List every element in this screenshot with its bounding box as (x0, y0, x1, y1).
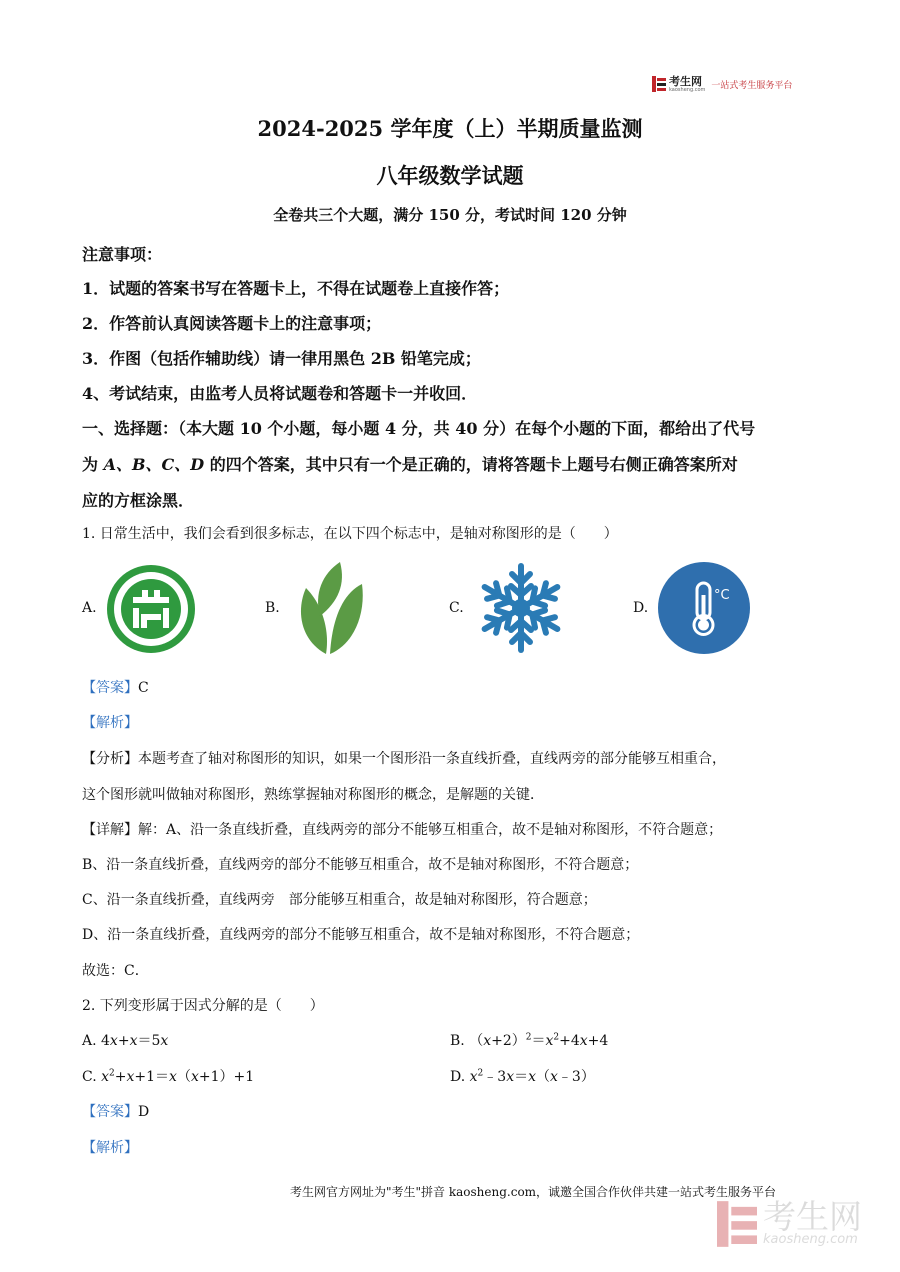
q1-option-a-label: A. (82, 600, 97, 616)
q1-xiangjie-1: 【详解】解：A、沿一条直线折叠，直线两旁的部分不能够互相重合，故不是轴对称图形，不符合题意； (82, 822, 723, 838)
header-logo (652, 73, 822, 95)
watermark-logo-icon (717, 1200, 757, 1248)
logo-url: kaosheng.com (669, 86, 706, 93)
section1-line3: 应的方框涂黑． (82, 491, 195, 510)
q1-analysis-tag: 【解析】 (82, 715, 138, 731)
note-item-3: 3．作图（包括作辅助线）请一律用黑色 2B 铅笔完成； (82, 349, 481, 368)
q1-answer: 【答案】C (82, 680, 149, 696)
leaves-logo-icon (296, 560, 366, 656)
footer-note: 考生网官方网址为"考生"拼音 kaosheng.com，诚邀全国合作伙伴共建一站式考生服务平台 (290, 1185, 777, 1199)
q2-analysis-tag: 【解析】 (82, 1140, 138, 1156)
option-letters: A、B、C、D (103, 455, 205, 474)
q2-option-a: A. 4x+x＝5x (82, 1033, 169, 1049)
q1-fenxi-1: 【分析】本题考查了轴对称图形的知识，如果一个图形沿一条直线折叠，直线两旁的部分能够互相重合， (82, 751, 726, 767)
q2-stem: 2. 下列变形属于因式分解的是（ ） (82, 998, 324, 1014)
logo-slogan: 一站式考生服务平台 (711, 80, 793, 91)
note-item-1: 1．试题的答案书写在答题卡上，不得在试题卷上直接作答； (82, 279, 510, 298)
q2-option-b: B. $(x+2)^2=x^2+4x+4$ (450, 1032, 609, 1049)
q1-guxuan: 故选：C． (82, 963, 149, 979)
q1-fenxi-2: 这个图形就叫做轴对称图形，熟练掌握轴对称图形的概念，是解题的关键． (82, 787, 544, 803)
kaosheng-logo-icon (652, 76, 666, 92)
thermo-unit: °C (714, 588, 730, 603)
q1-xiangjie-4: D、沿一条直线折叠，直线两旁的部分不能够互相重合，故不是轴对称图形，不符合题意； (82, 927, 640, 943)
q1-option-b-label: B. (265, 600, 280, 616)
watermark-text: 考生网 (763, 1196, 862, 1236)
q1-option-c-label: C. (449, 600, 464, 616)
q2-option-c: C. $x^2+x+1=x(x+1)+1$ (82, 1068, 255, 1085)
snowflake-icon (475, 562, 567, 654)
q1-stem: 1. 日常生活中，我们会看到很多标志，在以下四个标志中，是轴对称图形的是（ ） (82, 526, 618, 542)
thermometer-icon (657, 561, 751, 655)
note-item-4: 4、考试结束，由监考人员将试题卷和答题卡一并收回． (82, 384, 478, 403)
watermark (717, 1196, 862, 1248)
q1-option-d-label: D. (633, 600, 649, 616)
q1-xiangjie-3: C、沿一条直线折叠，直线两旁 部分能够互相重合，故是轴对称图形，符合题意； (82, 892, 597, 908)
q1-xiangjie-2: B、沿一条直线折叠，直线两旁的部分不能够互相重合，故不是轴对称图形，不符合题意； (82, 857, 639, 873)
notes-heading: 注意事项： (82, 245, 163, 264)
exam-subtitle: 全卷共三个大题，满分 150 分，考试时间 120 分钟 (273, 206, 627, 224)
subject-title: 八年级数学试题 (376, 163, 524, 188)
section1-line2: 为 A、B、C、D 的四个答案，其中只有一个是正确的，请将答题卡上题号右侧正确答案所对 (82, 455, 738, 474)
watermark-url: kaosheng.com (763, 1231, 858, 1247)
q2-answer: 【答案】D (82, 1104, 150, 1120)
section1-line1: 一、选择题：（本大题 10 个小题，每小题 4 分，共 40 分）在每个小题的下面，都给出了代号 (82, 419, 756, 438)
ring-logo-icon (105, 563, 197, 655)
q2-option-d: D. $x^2﹣3x=x(x﹣3)$ (450, 1068, 595, 1085)
page-title: 2024-2025 学年度（上）半期质量监测 (257, 116, 643, 141)
logo-name: 考生网 (669, 74, 702, 88)
note-item-2: 2．作答前认真阅读答题卡上的注意事项； (82, 314, 382, 333)
